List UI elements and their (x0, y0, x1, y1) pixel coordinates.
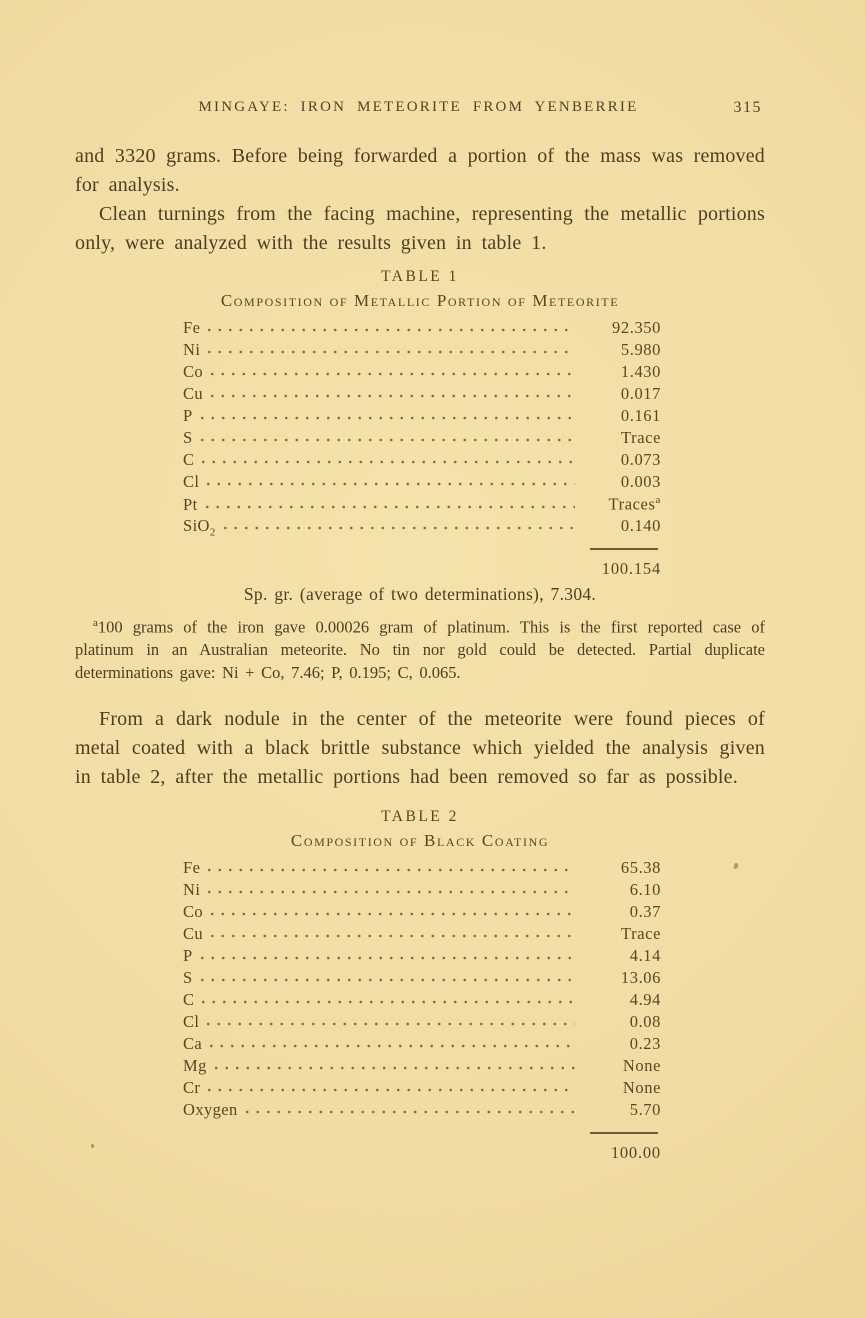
dot-leader (202, 496, 575, 510)
element-label: Cl (183, 1012, 200, 1031)
paragraph-dark-nodule: From a dark nodule in the center of the meteorite were found pieces of metal coated with a black brittle substance which yielded the analysis given in table 2, after the metallic portions had been removed so far as possible. (75, 708, 765, 788)
table-row (183, 1078, 661, 1100)
element-label: C (183, 990, 195, 1009)
element-label: Ni (183, 880, 201, 899)
table-row (183, 924, 661, 946)
element-subscript: 2 (209, 526, 216, 539)
element-value: 4.14 (629, 946, 661, 965)
dot-leader (207, 363, 575, 377)
table-row (183, 1056, 661, 1078)
text-column (75, 142, 765, 1163)
footnote-reference: a (655, 494, 661, 506)
element-value: Trace (621, 428, 661, 447)
element-label: Cl (183, 472, 200, 491)
table-row (183, 1012, 661, 1034)
table2-caption: Composition of Black Coating (290, 831, 550, 850)
table1-total: 100.154 (601, 559, 661, 578)
dot-leader (220, 517, 575, 531)
element-label: Pt (183, 494, 198, 514)
table-row (183, 318, 661, 340)
table-row (183, 406, 661, 428)
running-head-title: MINGAYE: IRON METEORITE FROM YENBERRIE (198, 99, 639, 115)
element-label: Oxygen (183, 1100, 238, 1119)
element-value: 92.350 (612, 318, 661, 337)
element-value: 0.23 (629, 1034, 661, 1053)
element-label: Fe (183, 858, 201, 877)
dot-leader (204, 341, 575, 355)
footnote-marker: a (93, 617, 98, 629)
element-value-text: Traces (608, 494, 656, 514)
table-row (183, 1100, 661, 1122)
element-label: Ni (183, 340, 201, 359)
total-row (183, 550, 661, 579)
dot-leader (203, 473, 575, 487)
element-label: Co (183, 362, 204, 381)
paragraph-mass-removed: and 3320 grams. Before being forwarded a portion of the mass was removed for analysis. (75, 145, 765, 196)
paragraph-clean-turnings: Clean turnings from the facing machine, representing the metallic portions only, were analyzed with the results given in table 1. (75, 203, 765, 254)
table2-title: TABLE 2 (381, 808, 459, 825)
element-value: 0.37 (629, 902, 661, 921)
dot-leader (198, 991, 575, 1005)
table-row (183, 1034, 661, 1056)
footnote (75, 612, 765, 684)
element-value: 0.017 (620, 384, 661, 403)
element-value: 13.06 (620, 968, 661, 987)
table-row (183, 516, 661, 538)
dot-leader (197, 429, 575, 443)
table-row (183, 880, 661, 902)
table-row (183, 494, 661, 516)
element-label: Cr (183, 1078, 201, 1097)
element-value: 0.08 (629, 1012, 661, 1031)
table-row (183, 990, 661, 1012)
table-row (183, 450, 661, 472)
table1 (183, 318, 661, 579)
element-label: Co (183, 902, 204, 921)
footnote-text: 100 grams of the iron gave 0.00026 gram of platinum. This is the first reported case of platinum in an Australian meteorite. No tin nor gold could be detected. Partial duplicate determinations gave: Ni + Co, 7.46; P, 0.195; C, 0.065. (75, 617, 765, 682)
dot-leader (207, 903, 575, 917)
table-row (183, 968, 661, 990)
element-value: None (622, 1056, 661, 1075)
table-row (183, 362, 661, 384)
element-label: Cu (183, 924, 204, 943)
page-number: 315 (733, 99, 762, 116)
table2-total: 100.00 (610, 1143, 661, 1162)
element-label: Ca (183, 1034, 203, 1053)
element-value: 1.430 (620, 362, 661, 381)
dot-leader (207, 925, 575, 939)
table1-caption: Composition of Metallic Portion of Meteorite (220, 291, 620, 310)
table-row (183, 384, 661, 406)
element-symbol: SiO (183, 516, 210, 535)
dot-leader (203, 1013, 575, 1027)
element-label: S (183, 428, 193, 447)
specific-gravity-line: Sp. gr. (average of two determinations), 7.304. (243, 584, 597, 604)
total-row (183, 1134, 661, 1163)
dot-leader (197, 407, 575, 421)
dot-leader (206, 1035, 575, 1049)
dot-leader (204, 859, 575, 873)
element-value: 0.003 (620, 472, 661, 491)
element-label: Cu (183, 384, 204, 403)
table-row (183, 858, 661, 880)
element-label (183, 516, 216, 538)
ink-speck (91, 1144, 94, 1148)
table-row (183, 340, 661, 362)
element-label: C (183, 450, 195, 469)
table-row (183, 428, 661, 450)
element-label: P (183, 946, 193, 965)
table2 (183, 858, 661, 1163)
element-value: 0.161 (620, 406, 661, 425)
dot-leader (242, 1101, 575, 1115)
running-head (75, 99, 762, 116)
dot-leader (198, 451, 575, 465)
element-label: P (183, 406, 193, 425)
dot-leader (197, 969, 575, 983)
dot-leader (204, 319, 575, 333)
element-value: 4.94 (629, 990, 661, 1009)
element-value: 5.70 (629, 1100, 661, 1119)
element-value: Trace (621, 924, 661, 943)
element-label: S (183, 968, 193, 987)
element-value: None (622, 1078, 661, 1097)
table-row (183, 472, 661, 494)
table1-title: TABLE 1 (381, 268, 459, 285)
dot-leader (204, 1079, 575, 1093)
dot-leader (197, 947, 575, 961)
table-row (183, 902, 661, 924)
element-value: 65.38 (620, 858, 661, 877)
element-value: 0.073 (620, 450, 661, 469)
dot-leader (211, 1057, 575, 1071)
dot-leader (204, 881, 575, 895)
table-row (183, 946, 661, 968)
element-label: Mg (183, 1056, 207, 1075)
element-label: Fe (183, 318, 201, 337)
dot-leader (207, 385, 575, 399)
element-value: 6.10 (629, 880, 661, 899)
element-value: 5.980 (620, 340, 661, 359)
element-value: 0.140 (620, 516, 661, 535)
element-value (583, 494, 661, 515)
